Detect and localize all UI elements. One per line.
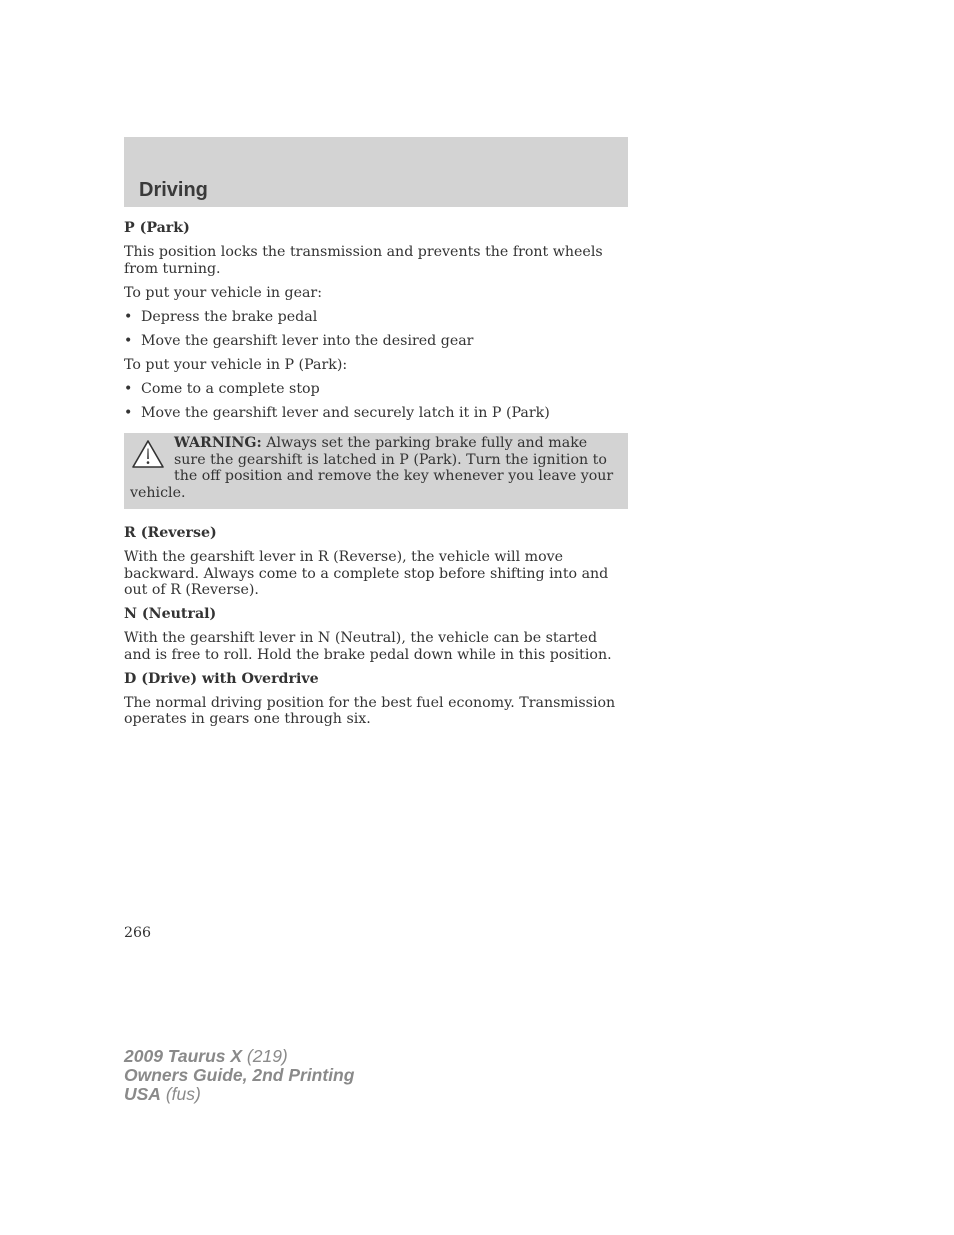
bullet-icon: • (124, 308, 133, 325)
bullet-icon: • (124, 380, 133, 397)
list-item (124, 309, 628, 326)
list-item-text: Come to a complete stop (141, 380, 320, 397)
drive-heading: D (Drive) with Overdrive (124, 670, 319, 687)
section-title: Driving (139, 179, 208, 201)
footer-model: 2009 Taurus X (124, 1046, 243, 1066)
reverse-heading: R (Reverse) (124, 525, 217, 541)
neutral-heading: N (Neutral) (124, 606, 217, 622)
list-item-text: Move the gearshift lever and securely latch it in P (Park) (141, 404, 550, 421)
footer-guide: Owners Guide, 2nd Printing (124, 1065, 355, 1085)
neutral-description: With the gearshift lever in N (Neutral), the vehicle can be started and is free to roll. Hold the brake pedal down while in this position. (124, 630, 612, 663)
footer-model-code: (219) (246, 1046, 288, 1066)
drive-description: The normal driving position for the best fuel economy. Transmission operates in gears one through six. (124, 694, 616, 727)
list-item (124, 333, 628, 350)
footer-market: USA (124, 1084, 161, 1104)
list-item-text: Move the gearshift lever into the desired gear (141, 332, 474, 349)
list-item (124, 381, 628, 398)
footer-market-code: (fus) (165, 1084, 201, 1104)
page-number: 266 (124, 925, 152, 941)
warning-label: WARNING: (174, 435, 262, 451)
footer-print-info (124, 1047, 354, 1104)
park-description: This position locks the transmission and prevents the front wheels from turning. (124, 244, 603, 277)
page-content (124, 220, 628, 735)
list-item-text: Depress the brake pedal (141, 308, 318, 325)
footer-guide-line (124, 1066, 354, 1085)
footer-market-line (124, 1085, 354, 1104)
bullet-icon: • (124, 332, 133, 349)
in-park-intro: To put your vehicle in P (Park): (124, 356, 348, 373)
warning-text: Always set the parking brake fully and make sure the gearshift is latched in P (Park). Turn the ignition to the off position and remove the key whenever you leave your vehicle. (130, 435, 614, 501)
warning-box (124, 433, 628, 509)
park-heading: P (Park) (124, 220, 190, 236)
list-item (124, 405, 628, 422)
warning-triangle-icon (131, 439, 165, 469)
bullet-icon: • (124, 404, 133, 421)
in-gear-intro: To put your vehicle in gear: (124, 284, 322, 301)
reverse-description: With the gearshift lever in R (Reverse), the vehicle will move backward. Always come to a complete stop before shifting into and out of R (Reverse). (124, 549, 609, 598)
footer-model-line (124, 1047, 354, 1066)
